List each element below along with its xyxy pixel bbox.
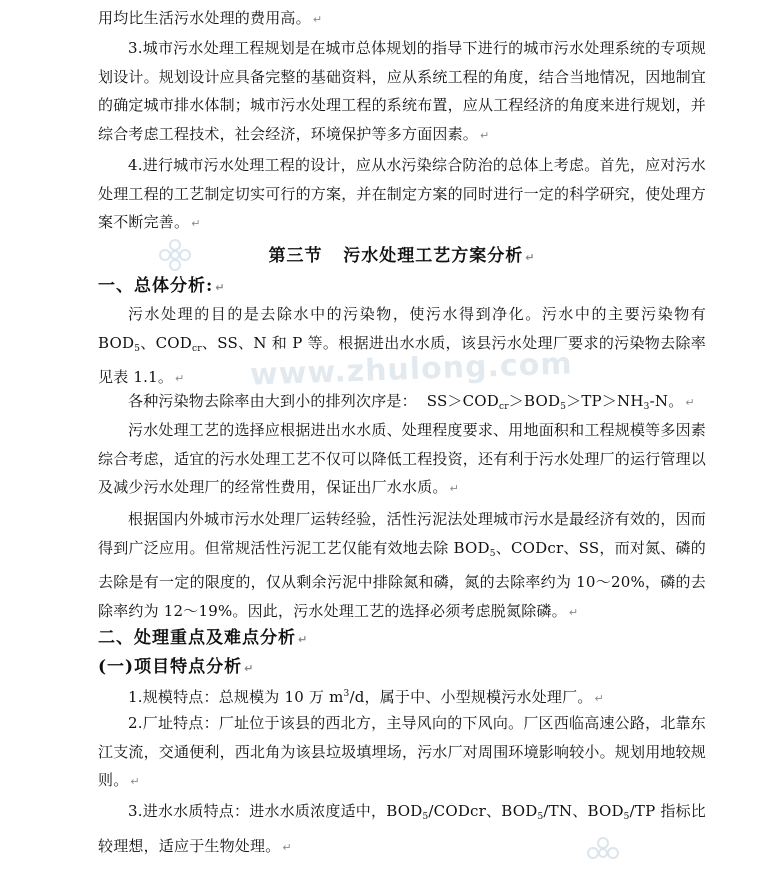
paragraph-4-text-a: 各种污染物去除率由大到小的排列次序是： SS＞COD: [128, 392, 500, 410]
heading-overall-analysis: [98, 271, 706, 296]
subscript: 5: [489, 548, 496, 559]
paragraph-3-text-b: 、COD: [140, 333, 193, 352]
paragraph-1-text: 3.城市污水处理工程规划是在城市总体规划的指导下进行的城市污水处理系统的专项规划设计。规划设计应具备完整的基础资料，应从系统工程的角度，结合当地情况，因地制宜的确定城市排水体制；城市污水处理工程的系统布置，应从工程经济的角度来进行规划，并综合考虑工程技术，社会经济，环境保护等多方面因素。: [98, 39, 707, 143]
paragraph-mark-icon: ↵: [594, 692, 604, 705]
paragraph-9: [98, 797, 706, 862]
paragraph-mark-icon: ↵: [215, 281, 226, 294]
paragraph-3-text-c: 、SS、N 和 P 等。根据进出水水质，该县污水处理厂要求的污染物去除率见表 1.1。: [98, 333, 706, 387]
paragraph-mark-icon: ↵: [175, 372, 185, 386]
subscript: 5: [560, 402, 567, 412]
heading-overall-analysis-text: 一、总体分析:: [98, 276, 214, 296]
section-title: [98, 241, 706, 266]
paragraph-mark-icon: ↵: [312, 13, 323, 26]
paragraph-5-text: 污水处理工艺的选择应根据进出水水质、处理程度要求、用地面积和工程规模等多因素综合考虑，适宜的污水处理工艺不仅可以降低工程投资，还有利于污水处理厂的运行管理以及减少污水处理厂的经常性费用，保证出厂水水质。: [98, 421, 707, 497]
heading-key-difficulties-text: 二、处理重点及难点分析: [98, 628, 296, 648]
paragraph-4-text-c: ＞TP＞NH: [566, 392, 644, 410]
subscript: 5: [134, 343, 141, 354]
heading-project-features-text: (一)项目特点分析: [98, 657, 243, 677]
paragraph-8: [98, 709, 706, 797]
paragraph-2: [98, 151, 706, 239]
subscript: cr: [499, 402, 509, 412]
paragraph-0: [98, 4, 706, 35]
section-title-text: 第三节 污水处理工艺方案分析: [268, 246, 524, 266]
watermark-text: www.zhulong.com: [249, 346, 574, 393]
paragraph-9-text-a: 3.进水水质特点：进水水质浓度适中，BOD: [128, 802, 423, 820]
paragraph-9-text-b: /CODcr、BOD: [428, 802, 538, 820]
paragraph-mark-icon: ↵: [130, 775, 140, 789]
subscript: 5: [623, 812, 630, 822]
paragraph-6-text-b: 、CODcr、SS，而对氮、磷的去除是有一定的限度的，仅从剩余污泥中排除氮和磷，氮的去除率约为 10～20%，磷的去除率约为 12～19%。因此，污水处理工艺的选择必须考虑脱氮除磷。: [98, 538, 706, 620]
paragraph-mark-icon: ↵: [480, 128, 490, 142]
subscript: 3: [643, 402, 650, 412]
paragraph-mark-icon: ↵: [449, 482, 460, 496]
subscript: 5: [537, 812, 544, 822]
paragraph-7-text-b: /d，属于中、小型规模污水处理厂。: [349, 688, 593, 706]
paragraph-mark-icon: ↵: [298, 633, 309, 646]
paragraph-mark-icon: ↵: [685, 396, 695, 409]
paragraph-4-text-d: -N。: [649, 392, 684, 410]
paragraph-6: [98, 505, 706, 627]
superscript: 3: [343, 689, 350, 699]
paragraph-3-text-a: 污水处理的目的是去除水中的污染物，使污水得到净化。污水中的主要污染物有BOD: [98, 305, 706, 352]
paragraph-6-text-a: 根据国内外城市污水处理厂运转经验，活性污泥法处理城市污水是最经济有效的，因而得到广泛应用。但常规活性污泥工艺仅能有效地去除 BOD: [98, 510, 706, 557]
paragraph-mark-icon: ↵: [525, 251, 536, 264]
paragraph-3: [98, 300, 706, 394]
subscript: 5: [422, 812, 429, 822]
paragraph-4-text-b: ＞BOD: [508, 392, 561, 410]
paragraph-9-text-c: /TN、BOD: [543, 802, 624, 820]
heading-project-features: [98, 652, 706, 677]
paragraph-mark-icon: ↵: [244, 662, 255, 675]
paragraph-8-text: 2.厂址特点：厂址位于该县的西北方，主导风向的下风向。厂区西临高速公路，北靠东江支流，交通便利，西北角为该县垃圾填埋场，污水厂对周围环境影响较小。规划用地较规则。: [98, 714, 707, 790]
paragraph-0-text: 用均比生活污水处理的费用高。: [98, 9, 311, 27]
paragraph-mark-icon: ↵: [282, 840, 292, 854]
paragraph-2-text: 4.进行城市污水处理工程的设计，应从水污染综合防治的总体上考虑。首先，应对污水处理工程的工艺制定切实可行的方案，并在制定方案的同时进行一定的科学研究，使处理方案不断完善。: [98, 156, 707, 232]
paragraph-9-text-d: /TP 指标比较理想，适应于生物处理。: [98, 802, 706, 855]
paragraph-1: [98, 34, 706, 150]
paragraph-mark-icon: ↵: [191, 217, 201, 231]
paragraph-mark-icon: ↵: [568, 605, 579, 619]
heading-key-difficulties: [98, 623, 706, 648]
paragraph-7-text-a: 1.规模特点：总规模为 10 万 m: [128, 688, 344, 706]
subscript: cr: [192, 343, 202, 354]
paragraph-5: [98, 416, 706, 504]
